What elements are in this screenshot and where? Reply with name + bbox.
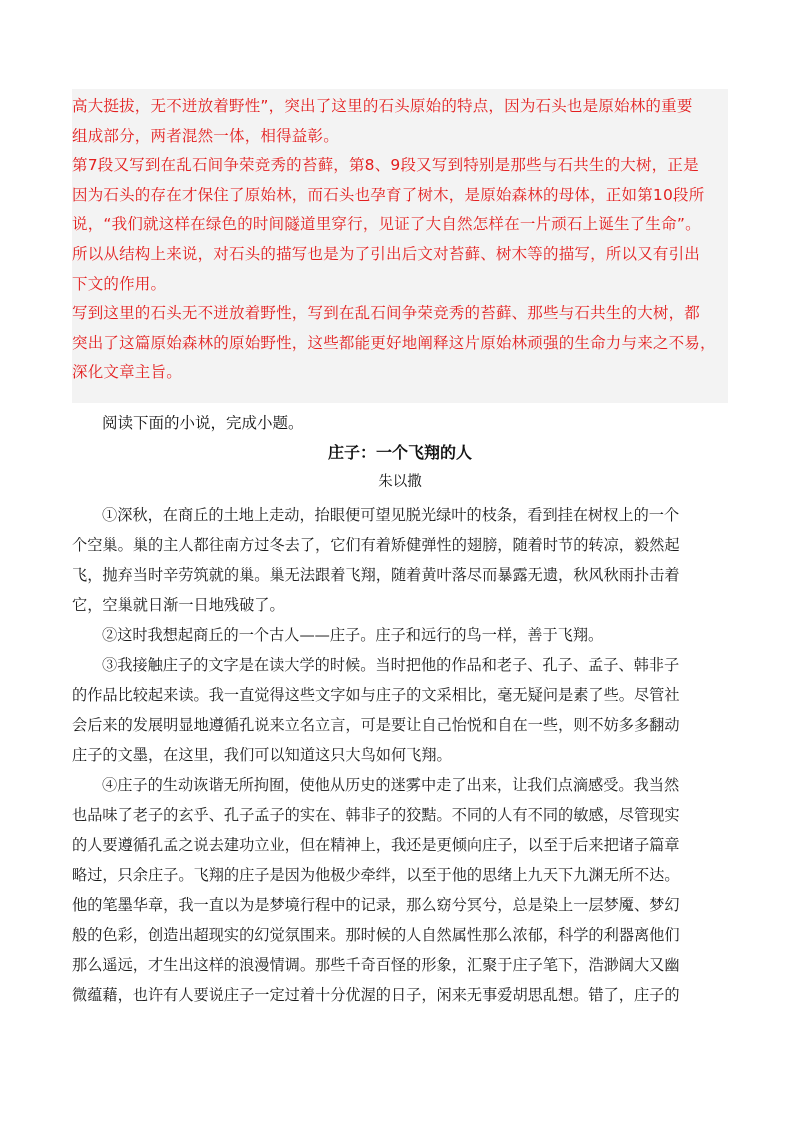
text-line: ④庄子的生动诙谐无所拘囿，使他从历史的迷雾中走了出来，让我们点滴感受。我当然 <box>102 776 680 794</box>
text-line: 略过，只余庄子。飞翔的庄子是因为他极少牵绊，以至于他的思绪上九天下九渊无所不达。 <box>72 866 680 884</box>
text-line: ③我接触庄子的文字是在读大学的时候。当时把他的作品和老子、孔子、孟子、韩非子 <box>102 656 680 674</box>
paragraph-2 <box>72 620 728 650</box>
text-line: ①深秋，在商丘的土地上走动，抬眼便可望见脱光绿叶的枝条，看到挂在树杈上的一个 <box>102 506 680 524</box>
answer-line: 所以从结构上来说，对石头的描写也是为了引出后文对苔藓、树木等的描写，所以又有引出 <box>72 244 701 263</box>
reading-instruction: 阅读下面的小说，完成小题。 <box>102 414 304 432</box>
paragraph-3 <box>72 650 728 770</box>
paragraph-1 <box>72 500 728 620</box>
answer-line: 组成部分，两者混然一体，相得益彰。 <box>72 126 339 145</box>
paragraph-4 <box>72 770 728 1010</box>
answer-line: 因为石头的存在才保住了原始林，而石头也孕育了树木，是原始森林的母体，正如第10段所 <box>72 185 705 204</box>
text-line: 那么遥远，才生出这样的浪漫情调。那些千奇百怪的形象，汇聚于庄子笔下，浩渺阔大又幽 <box>72 956 680 974</box>
answer-line: 第7段又写到在乱石间争荣竞秀的苔藓，第8、9段又写到特别是那些与石共生的大树，正是 <box>72 156 699 175</box>
text-line: 的作品比较起来读。我一直觉得这些文字如与庄子的文采相比，毫无疑问是素了些。尽管社 <box>72 686 680 704</box>
answer-line: 突出了这篇原始森林的原始野性，这些都能更好地阐释这片原始林顽强的生命力与来之不易， <box>72 333 716 352</box>
answer-line: 深化文章主旨。 <box>72 363 182 382</box>
answer-line: 高大挺拔，无不迸放着野性”，突出了这里的石头原始的特点，因为石头也是原始林的重要 <box>72 97 693 115</box>
text-line: 飞，抛弃当时辛劳筑就的巢。巢无法跟着飞翔，随着黄叶落尽而暴露无遗，秋风秋雨扑击着 <box>72 566 680 584</box>
answer-line: 下文的作用。 <box>72 274 167 293</box>
article-author: 朱以撒 <box>378 474 422 490</box>
answer-line: 说，“我们就这样在绿色的时间隧道里穿行，见证了大自然怎样在一片顽石上诞生了生命”。 <box>72 215 701 234</box>
text-line: 般的色彩，创造出超现实的幻觉氛围来。那时候的人自然属性那么浓郁，科学的利器离他们 <box>72 926 680 944</box>
text-line: 它，空巢就日渐一日地残破了。 <box>72 596 285 614</box>
text-line: ②这时我想起商丘的一个古人——庄子。庄子和远行的鸟一样，善于飞翔。 <box>102 626 604 644</box>
article-body <box>72 500 728 1010</box>
text-line: 微蕴藉，也许有人要说庄子一定过着十分优渥的日子，闲来无事爱胡思乱想。错了，庄子的 <box>72 986 680 1004</box>
text-line: 他的笔墨华章，我一直以为是梦境行程中的记录，那么窈兮冥兮，总是染上一层梦魇、梦幻 <box>72 896 680 914</box>
article-title: 庄子：一个飞翔的人 <box>327 443 472 462</box>
text-line: 个空巢。巢的主人都往南方过冬去了，它们有着矫健弹性的翅膀，随着时节的转凉，毅然起 <box>72 536 680 554</box>
text-line: 的人要遵循孔孟之说去建功立业，但在精神上，我还是更倾向庄子，以至于后来把诸子篇章 <box>72 836 680 854</box>
text-line: 庄子的文墨，在这里，我们可以知道这只大鸟如何飞翔。 <box>72 746 452 764</box>
answer-line: 写到这里的石头无不迸放着野性，写到在乱石间争荣竞秀的苔藓、那些与石共生的大树，都 <box>72 304 701 323</box>
answer-explanation-block <box>72 89 728 403</box>
text-line: 会后来的发展明显地遵循孔说来立名立言，可是要让自己怡悦和自在一些，则不妨多多翻动 <box>72 716 680 734</box>
text-line: 也品味了老子的玄乎、孔子孟子的实在、韩非子的狡黠。不同的人有不同的敏感，尽管现实 <box>72 806 680 824</box>
